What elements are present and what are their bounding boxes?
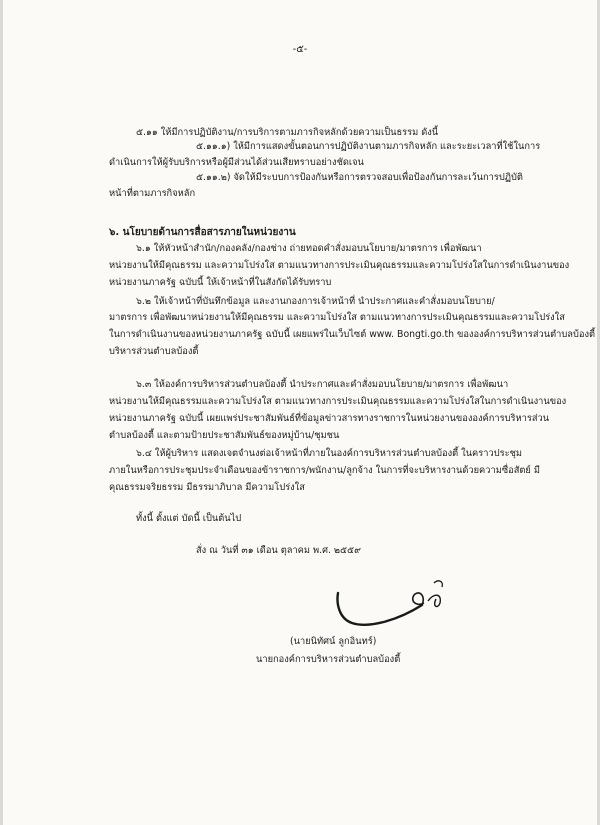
clause-6-2-line4: บริหารส่วนตำบลบ้องตี้ bbox=[109, 346, 199, 357]
page-number: -๕- bbox=[292, 44, 308, 55]
clause-6-1-line3: หน่วยงานภาครัฐ ฉบับนี้ ให้เจ้าหน้าที่ในสังกัดได้รับทราบ bbox=[109, 277, 332, 288]
clause-5-11-1-cont: ดำเนินการให้ผู้รับบริการหรือผู้มีส่วนได้ส่วนเสียทราบอย่างชัดเจน bbox=[109, 157, 364, 168]
effective-date-line: ทั้งนี้ ตั้งแต่ บัดนี้ เป็นต้นไป bbox=[136, 513, 242, 524]
clause-6-2-line2: มาตรการ เพื่อพัฒนาหน่วยงานให้มีคุณธรรม และความโปร่งใส ตามแนวทางการประเมินคุณธรรมและความโปร่งใส bbox=[109, 312, 565, 323]
clause-5-11-1: ๕.๑๑.๑) ให้มีการแสดงขั้นตอนการปฏิบัติงานตามภารกิจหลัก และระยะเวลาที่ใช้ในการ bbox=[196, 141, 541, 152]
order-date-line: สั่ง ณ วันที่ ๓๑ เดือน ตุลาคม พ.ศ. ๒๕๕๙ bbox=[196, 545, 361, 556]
clause-6-3: ๖.๓ ให้องค์การบริหารส่วนตำบลบ้องตี้ นำประกาศและคำสั่งมอบนโยบาย/มาตรการ เพื่อพัฒนา bbox=[136, 379, 509, 390]
clause-6-1-line2: หน่วยงานให้มีคุณธรรม และความโปร่งใส ตามแนวทางการประเมินคุณธรรมและความโปร่งใสในการดำเนินงานของ bbox=[109, 260, 570, 271]
clause-6-1: ๖.๑ ให้หัวหน้าสำนัก/กองคลัง/กองช่าง ถ่ายทอดคำสั่งมอบนโยบาย/มาตรการ เพื่อพัฒนา bbox=[136, 243, 482, 254]
section-6-heading: ๖. นโยบายด้านการสื่อสารภายในหน่วยงาน bbox=[109, 227, 296, 238]
clause-6-4-line3: คุณธรรมจริยธรรม มีธรรมาภิบาล มีความโปร่งใส bbox=[109, 482, 305, 493]
clause-5-11-2-cont: หน้าที่ตามภารกิจหลัก bbox=[109, 188, 196, 199]
clause-6-3-line3: หน่วยงานภาครัฐ ฉบับนี้ เผยแพร่ประชาสัมพันธ์ที่ข้อมูลข่าวสารทางราชการในหน่วยงานขององค์การบริหารส่วน bbox=[109, 413, 550, 424]
clause-5-11: ๕.๑๑ ให้มีการปฏิบัติงาน/การบริการตามภารกิจหลักด้วยความเป็นธรรม ดังนี้ bbox=[136, 127, 439, 138]
signatory-name: (นายนิทัศน์ ลูกอินทร์) bbox=[290, 636, 377, 647]
handwritten-signature bbox=[330, 575, 470, 635]
clause-6-3-line2: หน่วยงานให้มีคุณธรรมและความโปร่งใส ตามแนวทางการประเมินคุณธรรมและความโปร่งใสในการดำเนินงานของ bbox=[109, 396, 567, 407]
clause-6-2: ๖.๒ ให้เจ้าหน้าที่บันทึกข้อมูล และงานกองการเจ้าหน้าที่ นำประกาศและคำสั่งมอบนโยบาย/ bbox=[136, 296, 495, 307]
clause-6-4: ๖.๔ ให้ผู้บริหาร แสดงเจตจำนงต่อเจ้าหน้าที่ภายในองค์การบริหารส่วนตำบลบ้องตี้ ในคราวประชุม bbox=[136, 448, 523, 459]
clause-5-11-2: ๕.๑๑.๒) จัดให้มีระบบการป้องกันหรือการตรวจสอบเพื่อป้องกันการละเว้นการปฏิบัติ bbox=[196, 172, 523, 183]
signatory-title: นายกองค์การบริหารส่วนตำบลบ้องตี้ bbox=[256, 654, 401, 665]
clause-6-4-line2: ภายในหรือการประชุมประจำเดือนของข้าราชการ/พนักงาน/ลูกจ้าง ในการที่จะบริหารงานด้วยความซื่อสัตย์ มี bbox=[109, 465, 540, 476]
clause-6-3-line4: ตำบลบ้องตี้ และตามป้ายประชาสัมพันธ์ของหมู่บ้าน/ชุมชน bbox=[109, 430, 340, 441]
scan-edge-left bbox=[0, 0, 3, 825]
clause-6-2-line3: ในการดำเนินงานของหน่วยงานภาครัฐ ฉบับนี้ เผยแพร่ในเว็บไซต์ www. Bongti.go.th ขององค์การบริหารส่วนตำบลบ้องตี้ bbox=[109, 329, 596, 340]
